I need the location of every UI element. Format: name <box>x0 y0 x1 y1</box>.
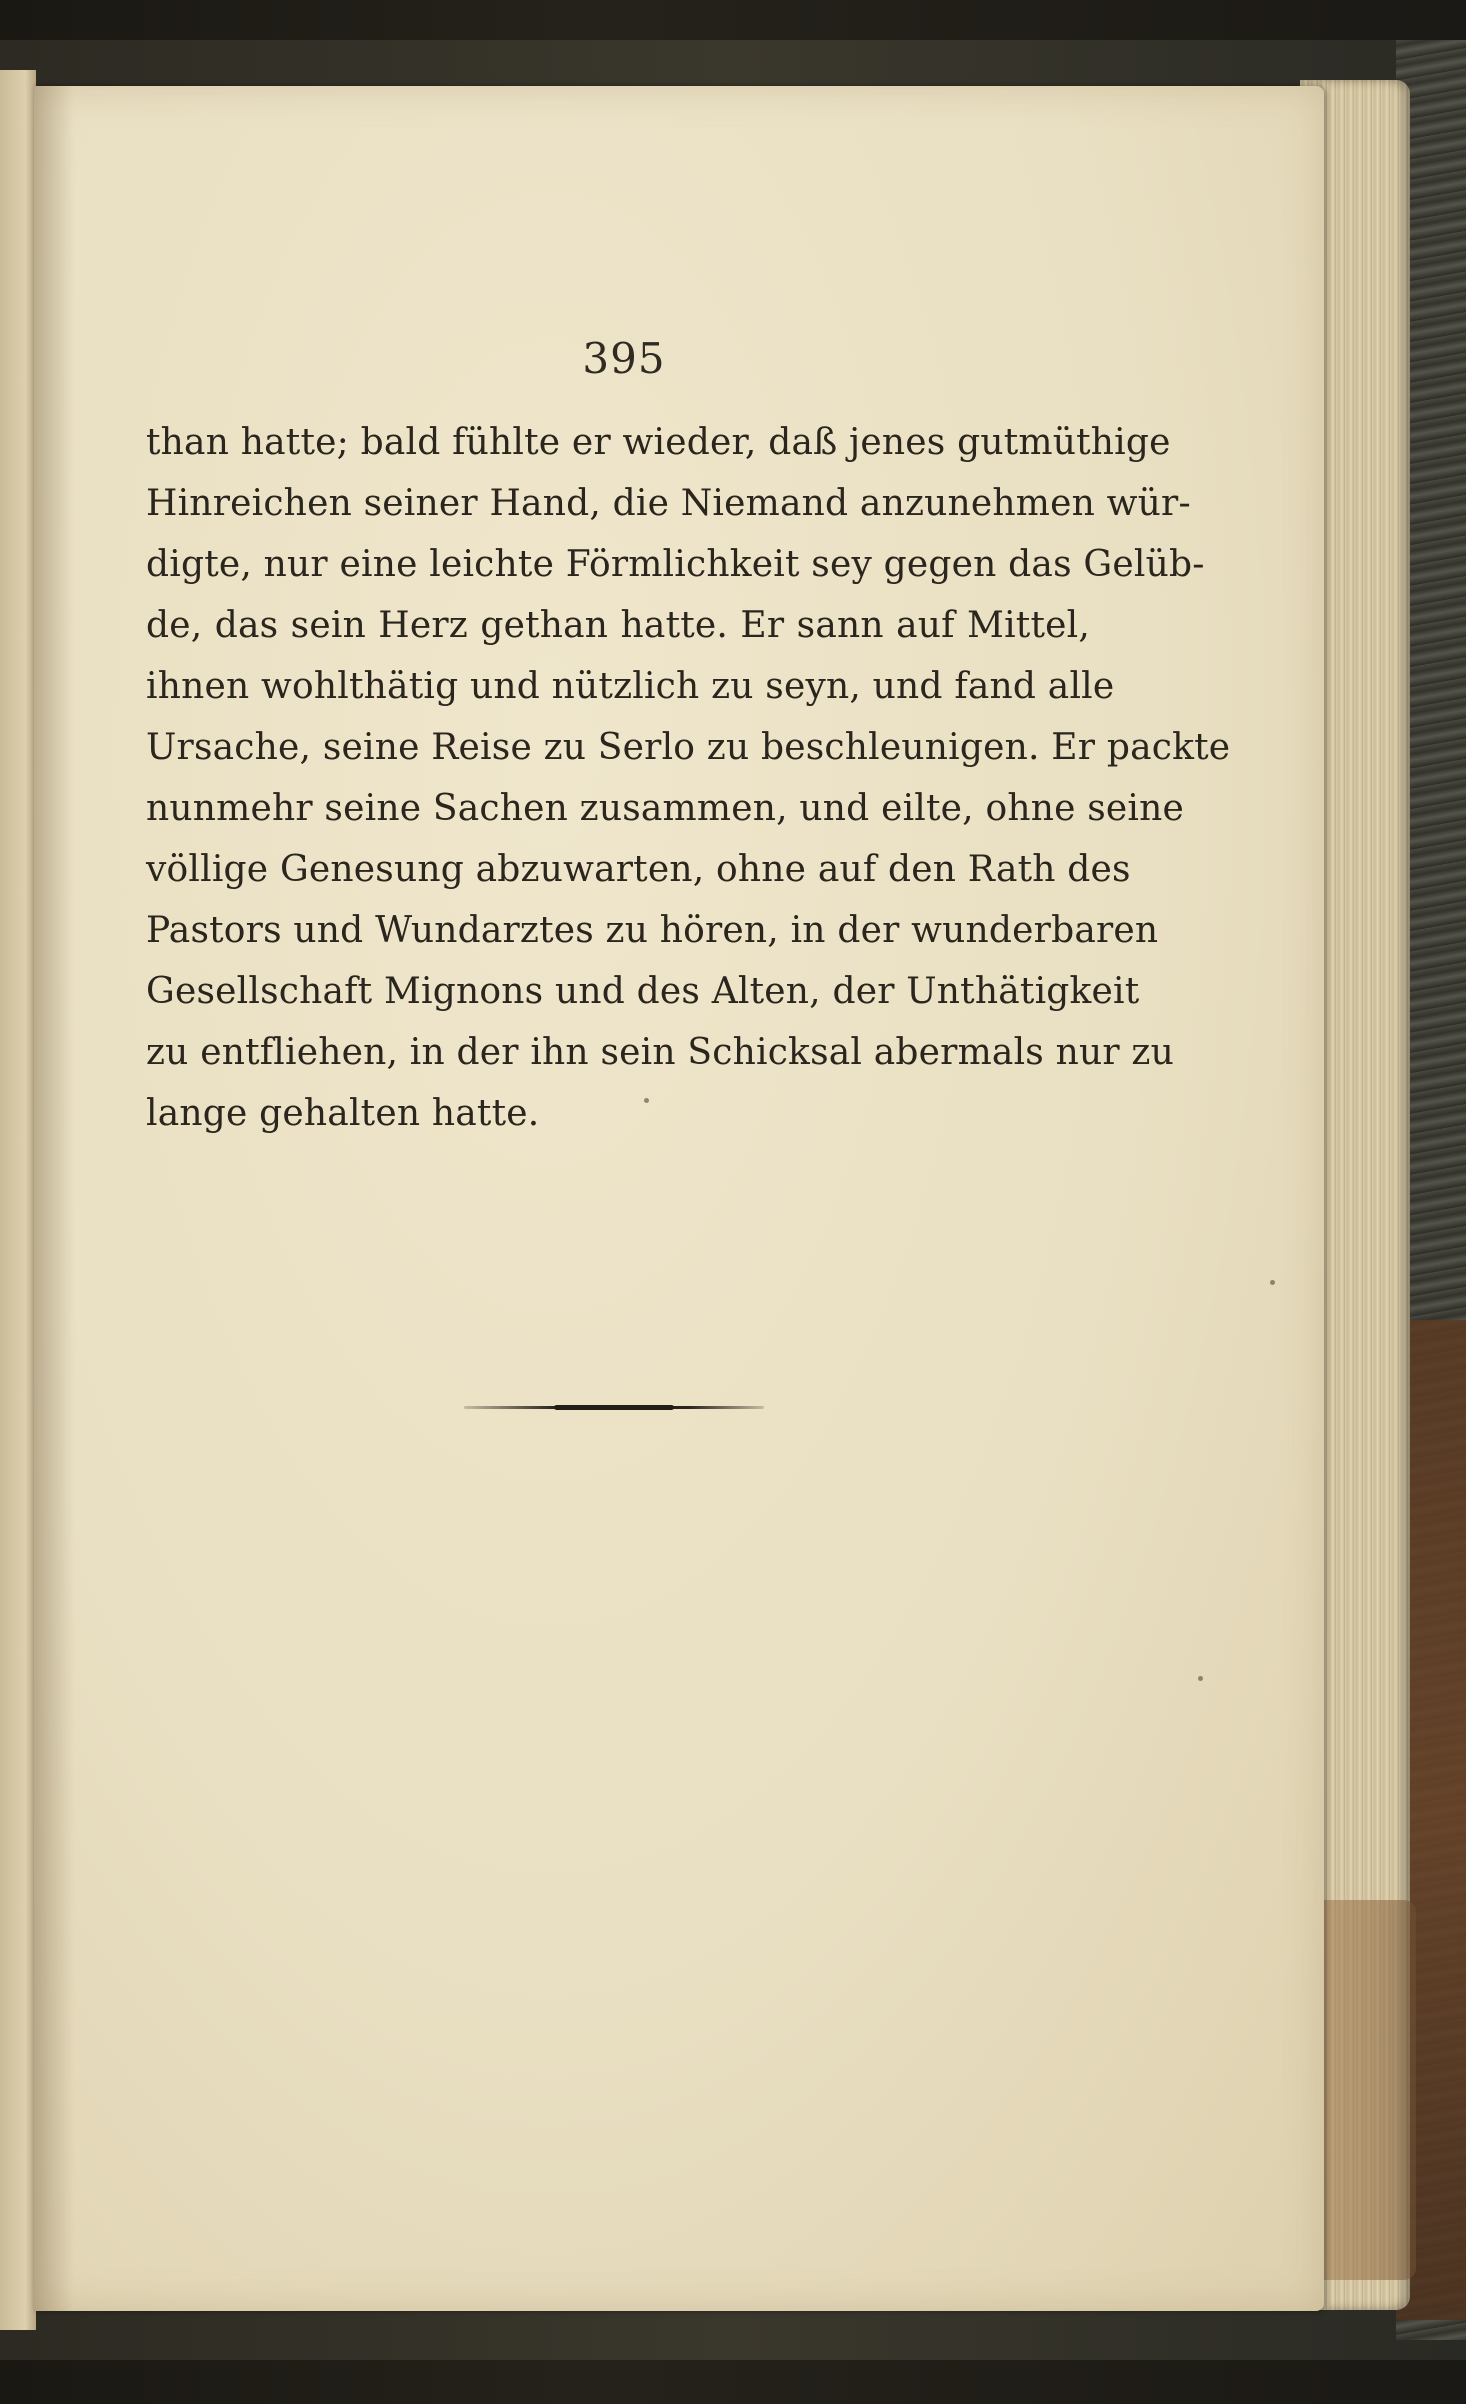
book-page <box>34 86 1324 2311</box>
page-number: 395 <box>582 334 666 383</box>
text-line: de, das sein Herz gethan hatte. Er sann auf Mittel, <box>146 605 1090 646</box>
section-divider-center <box>554 1405 674 1410</box>
text-line: Pastors und Wundarztes zu hören, in der wunderbaren <box>146 910 1159 951</box>
text-line: völlige Genesung abzuwarten, ohne auf den Rath des <box>146 849 1131 890</box>
paper-speck <box>644 1098 649 1103</box>
text-line: ihnen wohlthätig und nützlich zu seyn, und fand alle <box>146 666 1115 707</box>
paper-speck <box>1270 1280 1275 1285</box>
text-line: Ursache, seine Reise zu Serlo zu beschleunigen. Er packte <box>146 727 1231 768</box>
gutter-shadow <box>34 86 74 2311</box>
text-line-last: lange gehalten hatte. <box>146 1093 540 1134</box>
paper-speck <box>1198 1676 1203 1681</box>
text-line: Gesellschaft Mignons und des Alten, der Unthätigkeit <box>146 971 1140 1012</box>
left-page-sliver <box>0 70 36 2330</box>
text-line: digte, nur eine leichte Förmlichkeit sey gegen das Gelüb- <box>146 544 1205 585</box>
body-text <box>146 412 1231 1144</box>
text-line: than hatte; bald fühlte er wieder, daß jenes gutmüthige <box>146 422 1171 463</box>
text-line: zu entfliehen, in der ihn sein Schicksal abermals nur zu <box>146 1032 1174 1073</box>
page-edges-stain <box>1320 1900 1416 2280</box>
text-line: Hinreichen seiner Hand, die Niemand anzunehmen wür- <box>146 483 1191 524</box>
text-line: nunmehr seine Sachen zusammen, und eilte, ohne seine <box>146 788 1185 829</box>
